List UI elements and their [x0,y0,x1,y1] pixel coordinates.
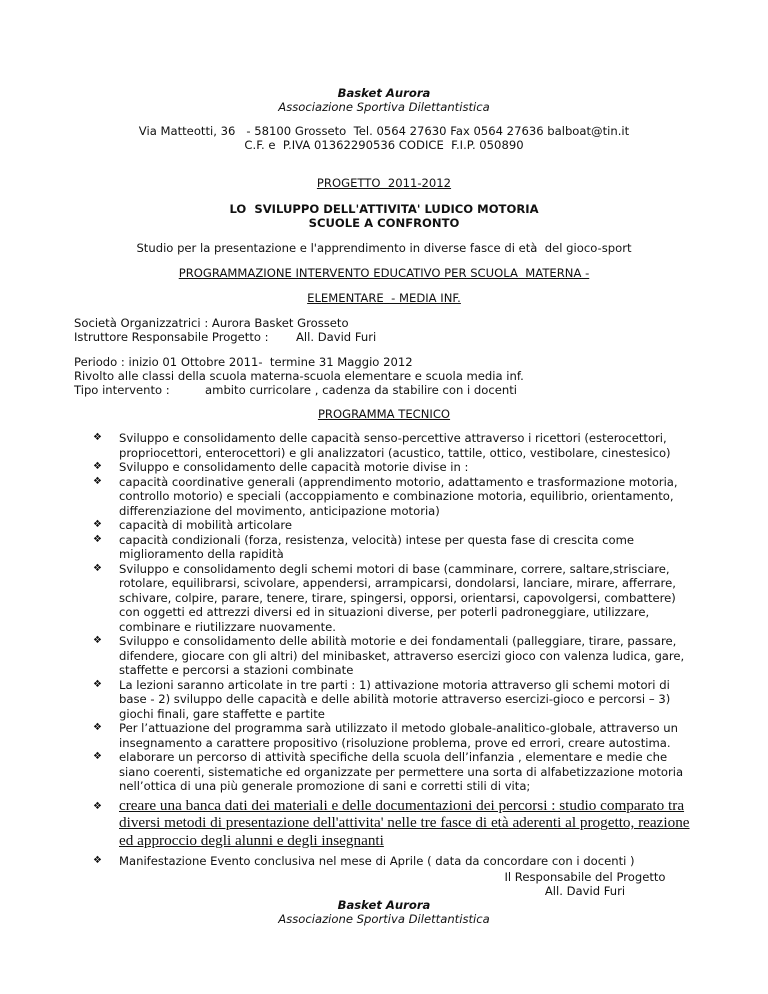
signature-role: Il Responsabile del Progetto [504,870,666,884]
bullet-diamond-icon: ❖ [93,432,102,443]
periodo-line: Periodo : inizio 01 Ottobre 2011- termine 31 Maggio 2012 [74,355,413,369]
list-item: ❖ La lezioni saranno articolate in tre parti : 1) attivazione motoria attraverso gli schemi motori di base - 2) sviluppo delle capacità e delle abilità motorie attraverso esercizi-gioco e percorsi – 3) giochi finali, gare staffette e partite [93,677,671,721]
bullet-diamond-icon: ❖ [93,461,102,472]
bullet-diamond-icon: ❖ [93,800,102,812]
list-item: ❖ Sviluppo e consolidamento delle capacità motorie divise in : [93,460,469,474]
list-item: ❖ capacità coordinative generali (apprendimento motorio, adattamento e trasformazione motoria, controllo motorio) e speciali (accoppiamento e combinazione motoria, equilibrio, orientamento, differenziazione del movimento, anticipazione motoria) [93,474,678,518]
list-item: ❖ capacità di mobilità articolare [93,518,292,532]
project-title-line2: SCUOLE A CONFRONTO [308,216,460,230]
bullet-diamond-icon: ❖ [93,562,102,574]
org-name: Basket Aurora [337,86,431,100]
societa-line: Società Organizzatrici : Aurora Basket Grosseto [74,316,349,330]
bullet-diamond-icon: ❖ [93,533,102,545]
project-title-line1: LO SVILUPPO DELL'ATTIVITA' LUDICO MOTORIA [229,202,539,216]
list-item: ❖ Sviluppo e consolidamento degli schemi motori di base (camminare, correre, saltare,strisciare, rotolare, equilibrarsi, scivolare, appendersi, arrampicarsi, dondolarsi, lanciare, mirare, afferrare, schivare, colpire, parare, tenere, tirare, spingersi, opporsi, orientarsi, capovolgersi, combattere) con oggetti ed attrezzi diversi ed in situazioni diverse, per poterli padroneggiare, utilizzare, combinare e riutilizzare nuovamente. [93,561,676,634]
address-line: Via Matteotti, 36 - 58100 Grosseto Tel. 0564 27630 Fax 0564 27636 balboat@tin.it [138,124,630,138]
fiscal-line: C.F. e P.IVA 01362290536 CODICE F.I.P. 050890 [244,138,524,152]
list-item: ❖ capacità condizionali (forza, resistenza, velocità) intese per questa fase di crescita come miglioramento della rapidità [93,532,635,561]
list-item: ❖ Manifestazione Evento conclusiva nel mese di Aprile ( data da concordare con i docenti ) [93,853,635,868]
rivolto-line: Rivolto alle classi della scuola materna-scuola elementare e scuola media inf. [74,369,524,383]
program-line1: PROGRAMMAZIONE INTERVENTO EDUCATIVO PER SCUOLA MATERNA - [178,266,590,280]
bullet-diamond-icon: ❖ [93,678,102,690]
bullet-diamond-icon: ❖ [93,722,102,733]
bullet-diamond-icon: ❖ [93,475,102,487]
program-line2: ELEMENTARE - MEDIA INF. [307,291,461,305]
istruttore-line [74,330,694,345]
signature-name: All. David Furi [544,884,626,898]
bullet-diamond-icon: ❖ [93,519,102,530]
programma-list [93,431,698,868]
project-label: PROGETTO 2011-2012 [316,176,452,190]
list-item: ❖ Sviluppo e consolidamento delle capacità senso-percettive attraverso i ricettori (esterocettori, propriocettori, enterocettori) e gli analizzatori (acustico, tattile, ottico, vestibolare, cinestesico) [93,431,671,460]
footer-org-name: Basket Aurora [337,898,431,912]
footer-org-subtitle: Associazione Sportiva Dilettantistica [278,912,490,926]
bullet-diamond-icon: ❖ [93,854,102,866]
list-item: ❖ Sviluppo e consolidamento delle abilità motorie e dei fondamentali (palleggiare, tirare, passare, difendere, giocare con gli altri) del minibasket, attraverso esercizi gioco con valenza ludica, gare, staffette e percorsi a stazioni combinate [93,634,685,677]
istruttore-label: Istruttore Responsabile Progetto : [74,330,269,344]
tipo-line [74,383,694,398]
list-item: ❖ elaborare un percorso di attività specifiche della scuola dell’infanzia , elementare e medie che siano coerenti, sistematiche ed organizzate per permettere una sorta di alfabetizzazione motoria nell’ottica di una più generale promozione di sani e corretti stili di vita; [93,750,684,793]
tipo-value: ambito curricolare , cadenza da stabilire con i docenti [205,383,517,397]
tipo-label: Tipo intervento : [74,383,170,397]
istruttore-value: All. David Furi [295,330,377,344]
bullet-diamond-icon: ❖ [93,635,102,646]
programma-heading: PROGRAMMA TECNICO [317,407,451,421]
study-line: Studio per la presentazione e l'apprendimento in diverse fasce di età del gioco-sport [136,241,632,255]
list-item: ❖ Per l’attuazione del programma sarà utilizzato il metodo globale-analitico-globale, attraverso un insegnamento a carattere propositivo (risoluzione problema, prove ed errori, creare autostima. [93,721,678,750]
org-subtitle: Associazione Sportiva Dilettantistica [278,100,490,114]
list-item: ❖ creare una banca dati dei materiali e delle documentazioni dei percorsi : studio comparato tra diversi metodi di presentazione dell'attivita' nelle tre fasce di età aderenti al progetto, reazione ed approccio degli alunni e degli insegnanti [93,796,690,850]
bullet-diamond-icon: ❖ [93,751,102,762]
